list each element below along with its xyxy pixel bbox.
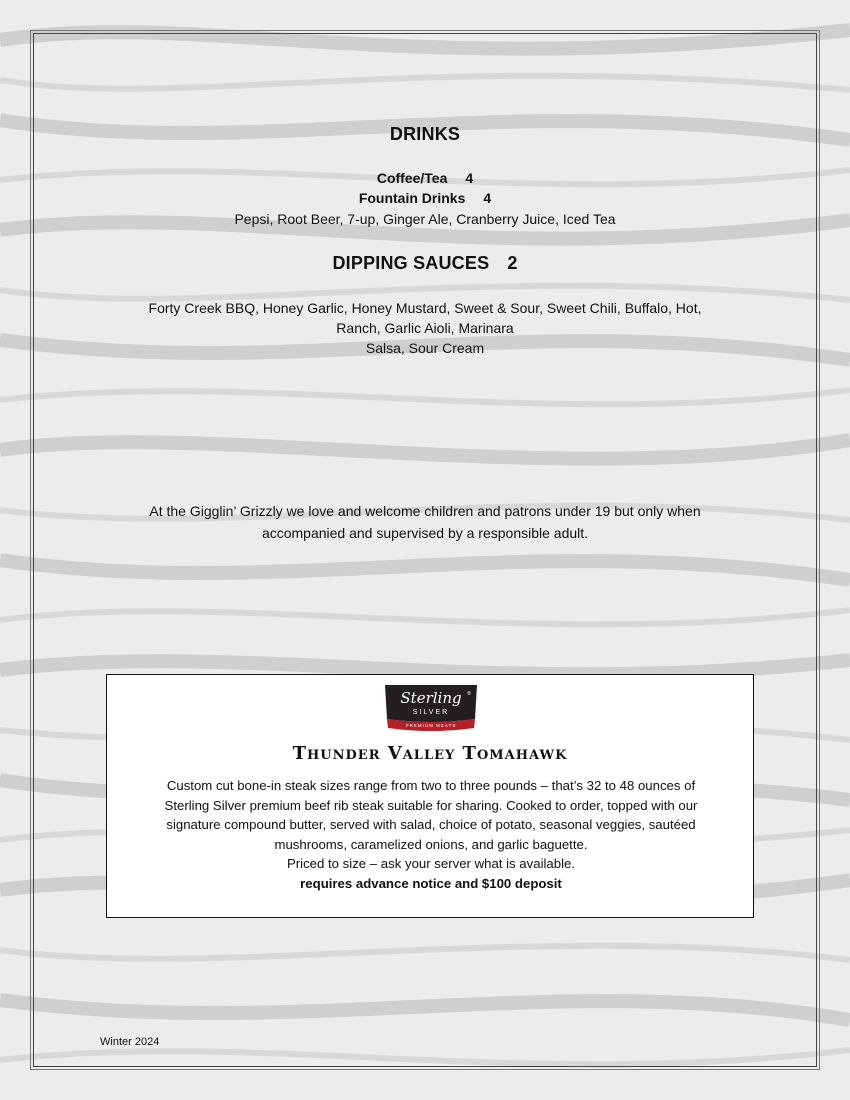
sauce-line: Salsa, Sour Cream [365,340,485,356]
drink-item-name: Coffee/Tea [376,170,448,186]
description-line: mushrooms, caramelized onions, and garlic baguette. [274,836,588,852]
description-line: Priced to size – ask your server what is available. [286,856,576,871]
drink-item-price: 4 [465,170,474,186]
dipping-sauces-price: 2 [507,253,518,273]
deposit-requirement: requires advance notice and $100 deposit [300,875,562,891]
sauce-line: Ranch, Garlic Aioli, Marinara [336,320,514,336]
notice-line: At the Gigglin’ Grizzly we love and welcome children and patrons under 19 but only when [149,503,701,519]
description-line: Sterling Silver premium beef rib steak suitable for sharing. Cooked to order, topped with our [164,797,698,813]
dipping-sauces-heading [0,253,850,274]
sauce-line: Forty Creek BBQ, Honey Garlic, Honey Mustard, Sweet & Sour, Sweet Chili, Buffalo, Hot, [148,300,702,316]
feature-description [137,776,725,893]
sterling-silver-logo [381,681,481,731]
description-line: Custom cut bone-in steak sizes range from two to three pounds – that’s 32 to 48 ounces of [166,778,696,793]
logo-registered-mark: ® [467,691,471,697]
logo-tagline: PREMIUM MEATS [405,723,457,728]
drink-item-coffee-tea [0,170,850,186]
drink-item-fountain-drinks [0,190,850,206]
notice-line: accompanied and supervised by a responsible adult. [261,525,589,541]
logo-word: SILVER [412,709,450,716]
drink-item-name: Fountain Drinks [358,190,466,206]
feature-box [106,674,754,918]
drinks-heading: DRINKS [389,124,461,144]
season-label: Winter 2024 [100,1036,160,1048]
logo-script: Sterling [400,689,462,707]
age-notice [115,500,735,544]
drink-item-price: 4 [483,190,492,206]
feature-title: Thunder Valley Tomahawk [292,743,568,764]
drink-options: Pepsi, Root Beer, 7-up, Ginger Ale, Cranberry Juice, Iced Tea [234,211,616,227]
description-line: signature compound butter, served with salad, choice of potato, seasonal veggies, sautéed [166,817,696,832]
dipping-sauces-title: DIPPING SAUCES [332,253,490,273]
